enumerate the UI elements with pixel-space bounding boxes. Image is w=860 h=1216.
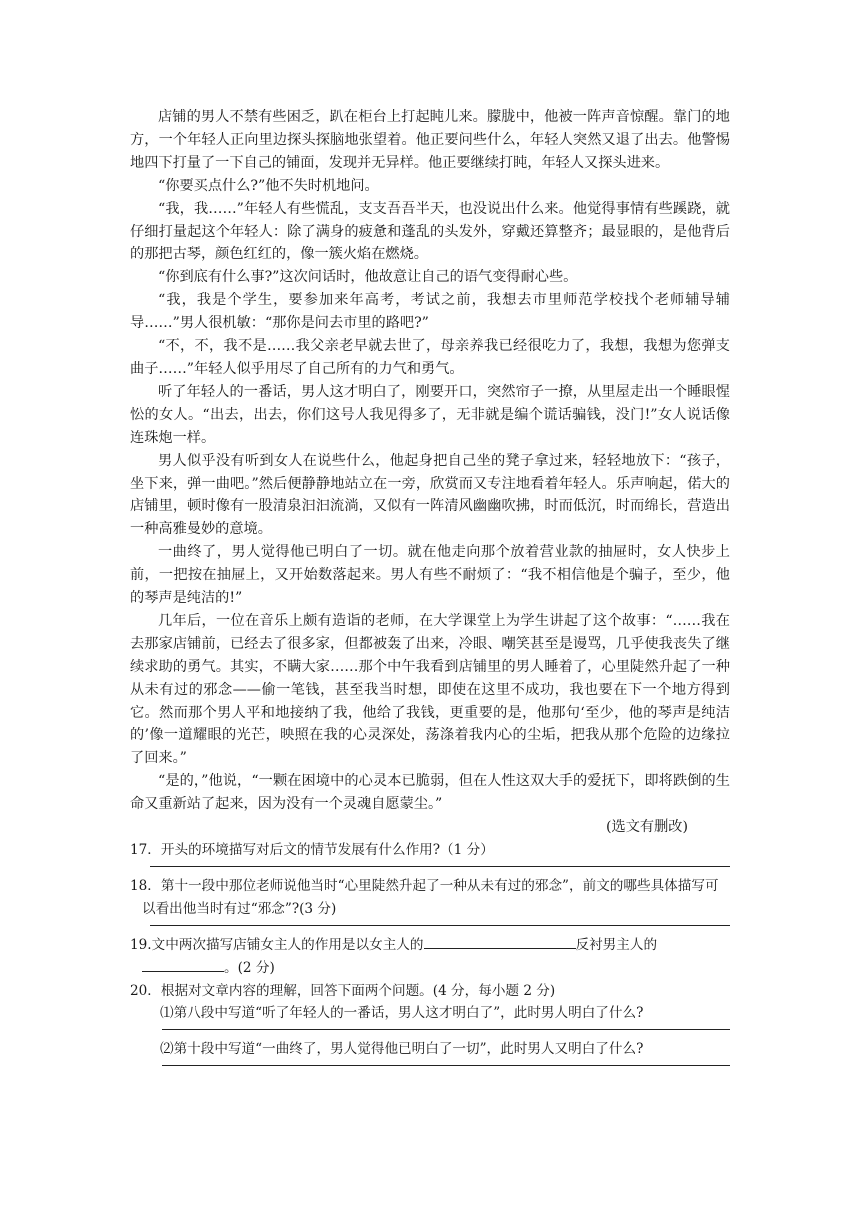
story-paragraph-4: “你到底有什么事?”这次问话时，他故意让自己的语气变得耐心些。 — [158, 269, 578, 286]
story-paragraph-3: “我，我……”年轻人有些慌乱，支支吾吾半天，也没说出什么来。他觉得事情有些蹊跷，就仔细打量起这个年轻人：除了满身的疲惫和蓬乱的头发外，穿戴还算整齐；最显眼的，是他背后的那把古琴，颜色红红的，像一簇火焰在燃烧。 — [130, 200, 730, 263]
story-paragraph-5: “我，我是个学生，要参加来年高考，考试之前，我想去市里师范学校找个老师辅导辅导……”男人很机敏：“那你是问去市里的路吧?” — [130, 292, 730, 332]
answer-blank-19-1[interactable] — [424, 934, 576, 949]
question-19-text-b: 反衬男主人的 — [575, 936, 658, 953]
answer-line-18[interactable] — [150, 925, 730, 926]
story-paragraph-9: 一曲终了，男人觉得他已明白了一切。就在他走向那个放着营业款的抽屉时，女人快步上前，一把按在抽屉上，又开始数落起来。男人有些不耐烦了：“我不相信他是个骗子，至少，他的琴声是纯洁的!” — [130, 544, 730, 607]
question-20-1: ⑴第八段中写道“听了年轻人的一番话，男人这才明白了”，此时男人明白了什么? — [160, 1005, 644, 1022]
answer-line-20-2[interactable] — [162, 1065, 730, 1066]
answer-line-17[interactable] — [150, 866, 730, 867]
source-note: (选文有删改) — [605, 819, 688, 836]
question-19-text-c: 。(2 分) — [224, 959, 275, 976]
question-17: 17．开头的环境描写对后文的情节发展有什么作用?（1 分） — [130, 842, 494, 858]
question-20-2: ⑵第十段中写道“一曲终了，男人觉得他已明白了一切”，此时男人又明白了什么? — [160, 1041, 644, 1058]
story-paragraph-1: 店铺的男人不禁有些困乏，趴在柜台上打起盹儿来。朦胧中，他被一阵声音惊醒。靠门的地方，一个年轻人正向里边探头探脑地张望着。他正要问些什么，年轻人突然又退了出去。他警惕地四下打量了一下自己的铺面，发现并无异样。他正要继续打盹，年轻人又探头进来。 — [130, 109, 730, 171]
story-paragraph-10: 几年后，一位在音乐上颇有造诣的老师，在大学课堂上为学生讲起了这个故事：“……我在去那家店铺前，已经去了很多家，但都被轰了出来，冷眼、嘲笑甚至是谩骂，几乎使我丧失了继续求助的勇气。其实，不瞒大家……那个中午我看到店铺里的男人睡着了，心里陡然升起了一种从未有过的邪念——偷一笔钱，甚至我当时想，即使在这里不成功，我也要在下一个地方得到它。然而那个男人平和地接纳了我，他给了我钱，更重要的是，他那句‘至少，他的琴声是纯洁的’像一道耀眼的光芒，映照在我的心灵深处，荡涤着我内心的尘垢，把我从那个危险的边缘拉了回来。” — [130, 612, 730, 767]
answer-line-20-1[interactable] — [162, 1029, 730, 1030]
exam-page — [130, 106, 730, 1074]
question-19 — [130, 934, 730, 980]
story-paragraph-8: 男人似乎没有听到女人在说些什么，他起身把自己坐的凳子拿过来，轻轻地放下：“孩子，坐下来，弹一曲吧。”然后便静静地站立在一旁，欣赏而又专注地看着年轻人。乐声响起，偌大的店铺里，顿时像有一股清泉汩汩流淌，又似有一阵清风幽幽吹拂，时而低沉，时而绵长，营造出一种高雅曼妙的意境。 — [130, 452, 730, 538]
question-19-text-a: 19.文中两次描写店铺女主人的作用是以女主人的 — [130, 936, 424, 953]
question-20: 20．根据对文章内容的理解，回答下面两个问题。(4 分，每小题 2 分) — [130, 982, 556, 999]
answer-blank-19-2[interactable] — [142, 957, 224, 972]
question-18: 18．第十一段中那位老师说他当时“心里陡然升起了一种从未有过的邪念”，前文的哪些具体描写可以看出他当时有过“邪念”?(3 分) — [130, 877, 719, 917]
story-paragraph-2: “你要买点什么?”他不失时机地问。 — [158, 177, 379, 194]
story-paragraph-7: 听了年轻人的一番话，男人这才明白了，刚要开口，突然帘子一撩，从里屋走出一个睡眼惺忪的女人。“出去，出去，你们这号人我见得多了，无非就是编个谎话骗钱，没门!”女人说话像连珠炮一样。 — [130, 383, 730, 446]
story-paragraph-11: “是的，”他说，“一颗在困境中的心灵本已脆弱，但在人性这双大手的爱抚下，即将跌倒的生命又重新站了起来，因为没有一个灵魂自愿蒙尘。” — [130, 773, 730, 813]
story-paragraph-6: “不，不，我不是……我父亲老早就去世了，母亲养我已经很吃力了，我想，我想为您弹支曲子……”年轻人似乎用尽了自己所有的力气和勇气。 — [130, 338, 730, 377]
